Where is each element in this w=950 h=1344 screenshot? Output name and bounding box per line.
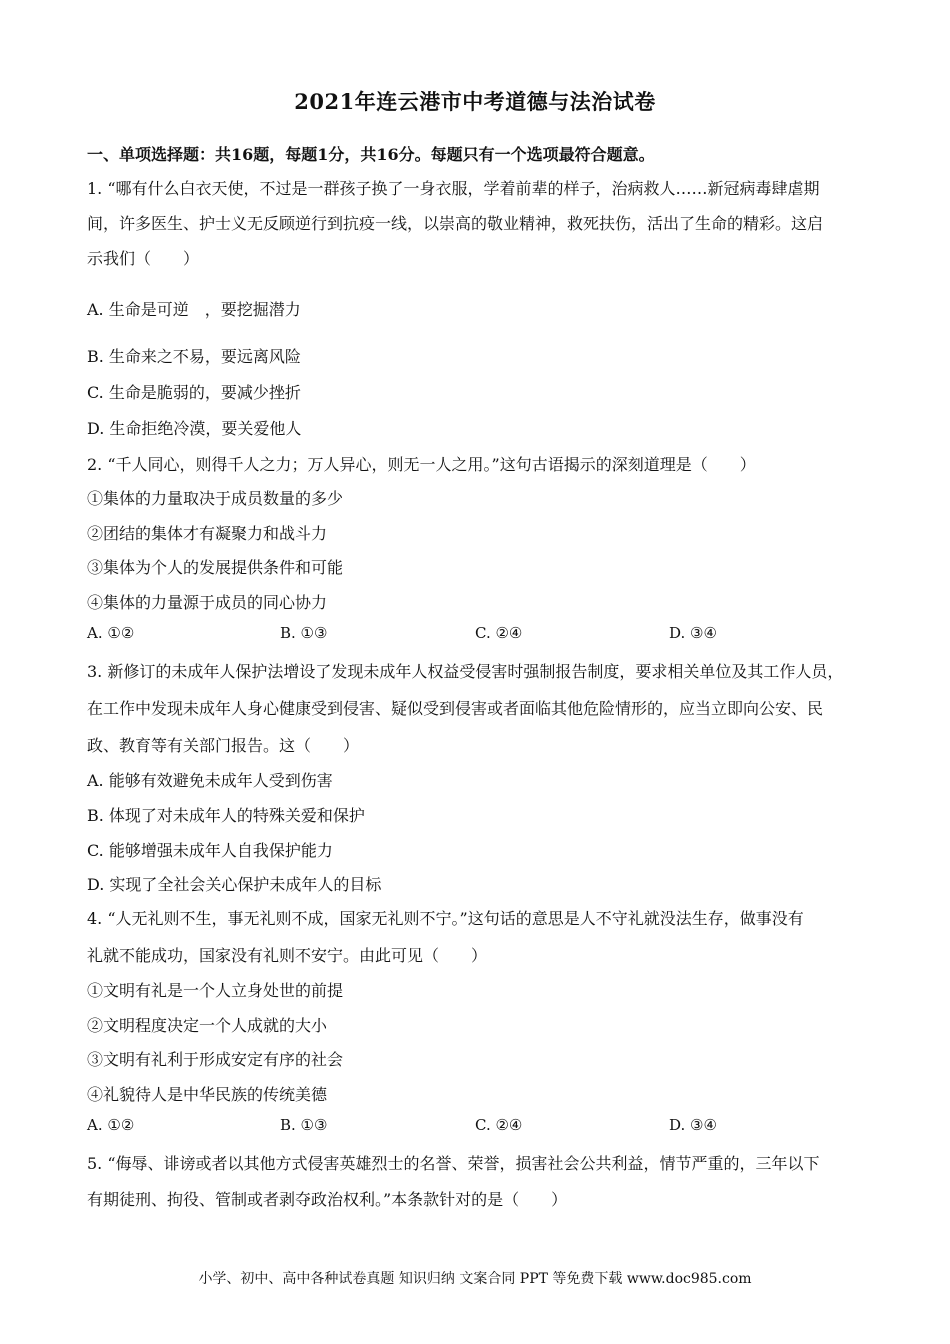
q4-line-2: 礼就不能成功，国家没有礼则不安宁。由此可见（ ） (87, 946, 488, 965)
q5-line-2: 有期徒刑、拘役、管制或者剥夺政治权利。”本条款针对的是（ ） (87, 1190, 568, 1209)
q1-option-a: A. 生命是可逆 ，要挖掘潜力 (87, 300, 301, 319)
q3-line-3: 政、教育等有关部门报告。这（ ） (87, 736, 360, 755)
q2-option-c: C. ②④ (475, 624, 523, 642)
q4-option-b: B. ①③ (280, 1116, 328, 1134)
q2-option-a: A. ①② (87, 624, 135, 642)
q1-option-b: B. 生命来之不易，要远离风险 (87, 347, 301, 366)
q4-option-d: D. ③④ (669, 1116, 717, 1134)
q4-item-3: ③文明有礼利于形成安定有序的社会 (87, 1050, 344, 1069)
q2-option-b: B. ①③ (280, 624, 328, 642)
q1-line-2: 间，许多医生、护士义无反顾逆行到抗疫一线，以崇高的敬业精神，救死扶伤，活出了生命的精彩。这启 (87, 214, 824, 233)
q3-option-b: B. 体现了对未成年人的特殊关爱和保护 (87, 806, 365, 825)
q4-item-1: ①文明有礼是一个人立身处世的前提 (87, 981, 344, 1000)
q1-option-d: D. 生命拒绝冷漠，要关爱他人 (87, 419, 302, 438)
footer-text: 小学、初中、高中各种试卷真题 知识归纳 文案合同 PPT 等免费下载 www.doc985.com (198, 1271, 752, 1287)
q3-line-1: 3. 新修订的未成年人保护法增设了发现未成年人权益受侵害时强制报告制度，要求相关单位及其工作人员， (87, 662, 844, 681)
q3-line-2: 在工作中发现未成年人身心健康受到侵害、疑似受到侵害或者面临其他危险情形的，应当立即向公安、民 (87, 699, 824, 718)
q1-line-1: 1. “哪有什么白衣天使，不过是一群孩子换了一身衣服，学着前辈的样子，治病救人……新冠病毒肆虐期 (87, 179, 820, 198)
q4-item-4: ④礼貌待人是中华民族的传统美德 (87, 1085, 328, 1104)
q2-item-4: ④集体的力量源于成员的同心协力 (87, 593, 328, 612)
q4-item-2: ②文明程度决定一个人成就的大小 (87, 1016, 328, 1035)
section-heading: 一、单项选择题：共16题，每题1分，共16分。每题只有一个选项最符合题意。 (87, 145, 655, 164)
q2-item-3: ③集体为个人的发展提供条件和可能 (87, 558, 344, 577)
q4-option-c: C. ②④ (475, 1116, 523, 1134)
q1-option-c: C. 生命是脆弱的，要减少挫折 (87, 383, 301, 402)
q2-item-2: ②团结的集体才有凝聚力和战斗力 (87, 524, 328, 543)
q4-option-a: A. ①② (87, 1116, 135, 1134)
q2-option-d: D. ③④ (669, 624, 717, 642)
q3-option-c: C. 能够增强未成年人自我保护能力 (87, 841, 333, 860)
q2-line-1: 2. “千人同心，则得千人之力；万人异心，则无一人之用。”这句古语揭示的深刻道理是（ ） (87, 455, 756, 474)
page-title: 2021年连云港市中考道德与法治试卷 (294, 89, 656, 114)
q3-option-a: A. 能够有效避免未成年人受到伤害 (87, 771, 333, 790)
q4-line-1: 4. “人无礼则不生，事无礼则不成，国家无礼则不宁。”这句话的意思是人不守礼就没法生存，做事没有 (87, 909, 804, 928)
q1-line-3: 示我们（ ） (87, 249, 200, 268)
q2-item-1: ①集体的力量取决于成员数量的多少 (87, 489, 344, 508)
q5-line-1: 5. “侮辱、诽谤或者以其他方式侵害英雄烈士的名誉、荣誉，损害社会公共利益，情节严重的，三年以下 (87, 1154, 820, 1173)
q3-option-d: D. 实现了全社会关心保护未成年人的目标 (87, 875, 382, 894)
